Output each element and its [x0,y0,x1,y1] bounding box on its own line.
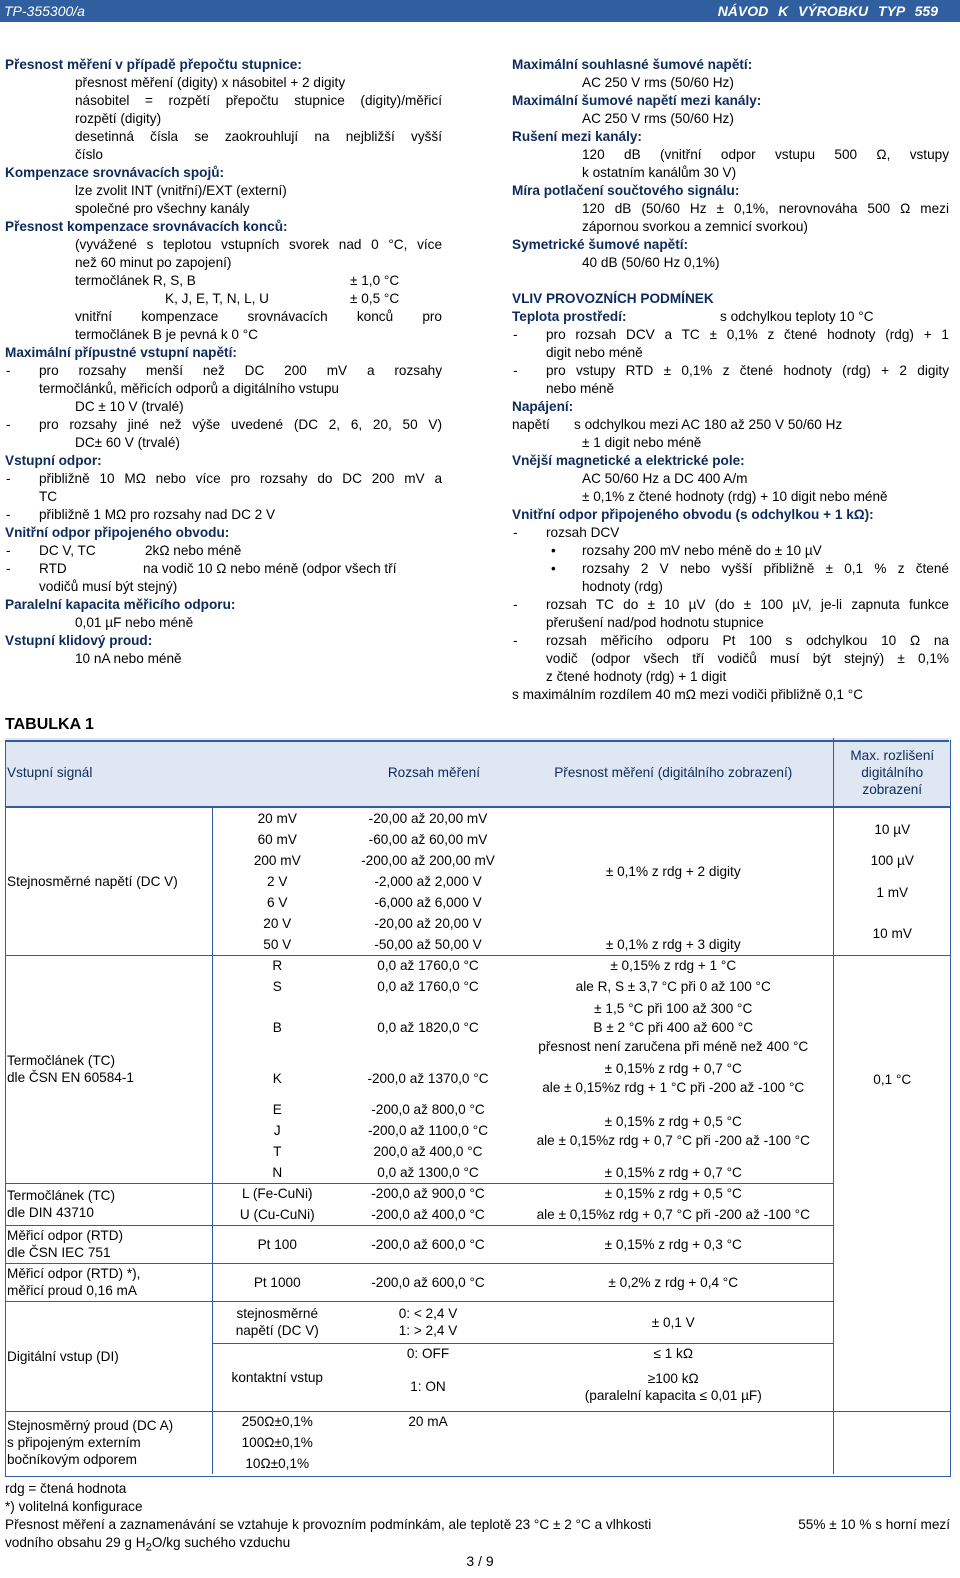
header-input-signal: Vstupní signál [5,738,212,807]
bullet-icon: • [551,543,556,558]
text-line: 2kΩ nebo méně [145,543,242,558]
table-row [5,955,951,976]
table-row [5,1263,951,1301]
group-label: bočníkovým odporem [7,1452,137,1468]
value-cell: 0,0 až 1820,0 °C [377,1019,479,1035]
accuracy-line: ± 1,5 °C při 100 až 300 °C [594,1000,753,1016]
text-line: vodičů musí být stejný) [39,579,178,594]
group-label: dle ČSN EN 60584-1 [7,1070,134,1085]
value-cell: 0,0 až 1760,0 °C [377,979,479,994]
accuracy-line: B ± 2 °C při 400 až 600 °C [593,1019,754,1035]
value-cell: -200,0 až 900,0 °C [342,1183,514,1204]
resolution-cell: 10 µV [833,807,951,850]
text-line: rozsah DCV [546,525,620,540]
range-cell: Pt 100 [212,1225,342,1263]
table-row [5,1183,951,1204]
text-line: O/kg suchého vzduchu [151,1535,291,1550]
range-cell: T [212,1141,342,1162]
value-cell: -200,0 až 1100,0 °C [367,1123,489,1138]
cjc-tc-row [5,272,442,290]
value-cell: 0,0 až 1300,0 °C [377,1164,479,1180]
value-cell: -200,0 až 800,0 °C [371,1102,485,1117]
group-label: Měřicí odpor (RTD) *), [7,1266,141,1281]
value-cell: 200,0 až 400,0 °C [373,1144,483,1159]
accuracy-cell: ± 0,2% z rdg + 0,4 °C [514,1263,833,1301]
range-cell: J [212,1120,342,1141]
text-line: k ostatním kanálům 30 V) [582,165,737,180]
accuracy-cell: ± 0,15% z rdg + 0,3 °C [514,1225,833,1263]
spec-table [5,738,951,1474]
text-line: TC [39,489,58,504]
right-column [512,56,949,704]
text-line: termočlánků, měřicích odporů a digitálního vstupu [39,381,339,396]
range-cell: 100Ω±0,1% [212,1432,342,1453]
power-supply-title: Napájení: [512,399,574,414]
group-label: s připojeným externím [7,1435,141,1451]
bullet-item [512,542,949,560]
value-cell: -50,00 až 50,00 V [374,936,482,952]
header-resolution: Max. rozlišení digitálního zobrazení [833,738,951,807]
group-dcv: Stejnosměrné napětí (DC V) [7,873,178,889]
table-row [5,1411,951,1432]
text-line: 120 dB (50/60 Hz ± 0,1%, nerovnováha 500 Ω mezi [582,201,949,216]
value-cell: -200,00 až 200,00 mV [361,853,495,868]
text-line: 10 nA nebo méně [75,651,182,666]
range-line: napětí (DC V) [235,1323,319,1338]
range-line: stejnosměrné [236,1306,319,1321]
text-line: pro vstupy RTD ± 0,1% z čtené hodnoty (rdg) + 2 digity [546,363,949,378]
range-cell: 6 V [212,892,342,913]
value-cell: -200,0 až 600,0 °C [342,1263,514,1301]
text-line: (vyvážené s teplotou vstupních svorek nad 0 °C, více [75,237,442,252]
text-line: než 60 minut po zapojení) [75,255,232,270]
resolution-cell [833,1204,951,1225]
value-cell: 0,0 až 1760,0 °C [342,955,514,976]
range-cell: B [212,997,342,1057]
text-line: pro rozsahy jiné než výše uvedené (DC 2, 6, 20, 50 V) [39,417,442,432]
text-line: pro rozsahy menší než DC 200 mV a rozsahy [39,363,442,378]
tc-value: ± 1,0 °C [350,273,400,288]
text-line: s odchylkou teploty 10 °C [720,309,874,324]
list-item: - DC V, TC 2kΩ nebo méně [6,543,242,558]
footnote-rdg: rdg = čtená hodnota [5,1481,127,1496]
range-cell: kontaktní vstup [212,1343,342,1411]
text-line: RTD [39,561,67,576]
text-line: 120 dB (vnitřní odpor vstupu 500 Ω, vstupy [582,147,949,162]
page-header [0,0,960,22]
list-item: - pro rozsahy menší než DC 200 mV a rozsahy termočlánků, měřicích odporů a digitálního vstupu DC ± 10 V (trvalé) [6,363,442,414]
text-line: 40 dB (50/60 Hz 0,1%) [582,255,720,270]
accuracy-cell: ± 0,1% z rdg + 2 digity [605,863,741,879]
accuracy-cell: ale ± 0,15%z rdg + 0,7 °C při -200 až -100 °C [536,1206,810,1222]
text-line: desetinná čísla se zaokrouhlují na nejbližší vyšší [75,129,442,144]
text-line: napětí [512,417,550,432]
list-item: - přibližně 1 MΩ pro rozsahy nad DC 2 V [5,506,442,524]
cjc-title: Kompenzace srovnávacích spojů: [5,165,225,180]
text-line: společné pro všechny kanály [75,201,250,216]
range-cell: N [212,1162,342,1183]
group-label: dle DIN 43710 [7,1205,94,1220]
resolution-cell: 1 mV [833,871,951,913]
accuracy-cell: ± 0,15% z rdg + 1 °C [514,955,833,976]
subscript: 2 [145,1541,152,1554]
range-cell: 200 mV [212,850,342,871]
range-cell [212,1301,342,1343]
bias-current-title: Vstupní klidový proud: [5,633,153,648]
text-line: DC V, TC [39,543,96,558]
text-line: násobitel = rozpětí přepočtu stupnice (digity)/měřicí [75,93,442,108]
group-dca [5,1411,212,1474]
text-line: rozsah TC do ± 10 µV (do ± 100 µV, je-li zapnuta funkce [546,597,949,612]
accuracy-line: ± 0,15% z rdg + 0,5 °C [604,1113,742,1129]
common-mode-title: Maximální souhlasné šumové napětí: [512,57,753,72]
text-line: termočlánek B je pevná k 0 °C [75,327,258,342]
text-line: vnitřní kompenzace srovnávacích konců pro [75,309,442,324]
value-cell: 20 mA [342,1411,514,1432]
list-item: - pro vstupy RTD ± 0,1% z čtené hodnoty (rdg) + 2 digity nebo méně [513,363,949,396]
text-line: vodič (odpor všech tří vodičů musí být stejný) ± 0,1% [546,651,949,666]
source-resistance-effect-title: Vnitřní odpor připojeného obvodu (s odchylkou + 1 kΩ): [512,507,874,522]
text-line: nebo méně [546,381,615,396]
range-cell: E [212,1099,342,1120]
text-line: s maximálním rozdílem 40 mΩ mezi vodiči přibližně 0,1 °C [512,687,864,702]
text-line: rozsahy 2 V nebo vyšší přibližně ± 0,1 % z čtené [582,561,949,576]
range-cell: K [212,1057,342,1099]
range-cell: 2 V [212,871,342,892]
accuracy-cell [514,1363,833,1411]
text-line: lze zvolit INT (vnitřní)/EXT (externí) [75,183,287,198]
tc-value: ± 0,5 °C [350,291,400,306]
value-cell [342,1453,514,1474]
value-cell: -200,0 až 1370,0 °C [367,1070,489,1086]
cjc-tc-row [5,290,442,308]
text-line: 0,01 µF nebo méně [75,615,194,630]
text-line: ± 1 digit nebo méně [582,435,702,450]
list-item: - rozsah měřicího odporu Pt 100 s odchylkou 10 Ω na vodič (odpor všech tří vodičů musí být stejný) ± 0,1% z čtené hodnoty (rdg) + 1 digit [513,633,949,684]
list-item: - RTD na vodič 10 Ω nebo méně (odpor všech tří vodičů musí být stejný) [5,560,442,596]
accuracy-line: ≥100 kΩ [647,1370,699,1386]
resolution-cell: 100 µV [833,850,951,871]
text-line: vodního obsahu 29 g H [5,1535,146,1550]
nmrr-title: Symetrické šumové napětí: [512,237,689,252]
text-line: 55% ± 10 % s horní mezí [798,1517,950,1532]
accuracy-line: ale ± 0,15%z rdg + 0,7 °C při -200 až -100 °C [536,1132,810,1148]
crosstalk-title: Rušení mezi kanály: [512,129,642,144]
accuracy-cell [514,1099,833,1162]
inter-channel-title: Maximální šumové napětí mezi kanály: [512,93,762,108]
resolution-cell [833,1225,951,1263]
accuracy-cell: ≤ 1 kΩ [514,1343,833,1363]
range-cell: U (Cu-CuNi) [212,1204,342,1225]
accuracy-cell: ± 0,1 V [514,1301,833,1343]
list-item: - pro rozsahy jiné než výše uvedené (DC 2, 6, 20, 50 V) DC± 60 V (trvalé) [6,417,442,450]
value-line: 0: < 2,4 V [398,1306,458,1321]
text-line: s odchylkou mezi AC 180 až 250 V 50/60 Hz [574,417,843,432]
list-item: - rozsah TC do ± 10 µV (do ± 100 µV, je-li zapnuta funkce přerušení nad/pod hodnotu stupnice [513,597,949,630]
text-line: rozsahy 200 mV nebo méně do ± 10 µV [582,543,822,558]
text-line: na vodič 10 Ω nebo méně (odpor všech tří [143,561,397,576]
accuracy-cell [514,1411,833,1474]
accuracy-cell [514,997,833,1057]
list-item: - přibližně 10 MΩ nebo více pro rozsahy do DC 200 mV a TC [6,471,442,504]
range-cell: Pt 1000 [212,1263,342,1301]
value-cell: -20,00 až 20,00 mV [368,811,488,826]
footnote-conditions [5,1516,950,1534]
bullet-icon: • [551,561,556,576]
value-cell: -200,0 až 600,0 °C [342,1225,514,1263]
range-cell: S [212,976,342,997]
value-cell: 1: ON [410,1379,446,1395]
header-range: Rozsah měření [212,738,514,807]
cjc-accuracy-title: Přesnost kompenzace srovnávacích konců: [5,219,288,234]
resolution-cell [833,1301,951,1411]
range-cell: 20 mV [212,807,342,829]
footnotes [5,1480,950,1557]
document-title: NÁVOD K VÝROBKU TYP 559 [717,3,938,19]
capacitance-title: Paralelní kapacita měřicího odporu: [5,597,236,612]
text-line: Přesnost měření a zaznamenávání se vztahuje k provozním podmínkám, ale teplotě 23 °C ± 2 °C a vlhkosti [5,1517,652,1532]
text-line: z čtené hodnoty (rdg) + 1 digit [546,669,727,684]
group-rtd-iec [5,1225,212,1263]
value-cell [342,1301,514,1343]
table-row [5,807,951,829]
list-item: - pro rozsah DCV a TC ± 0,1% z čtené hodnoty (rdg) + 1 digit nebo méně [513,327,949,360]
text-line: zápornou svorkou a zemnicí svorkou) [582,219,808,234]
value-cell: -6,000 až 6,000 V [374,895,482,910]
footnote-optional: *) volitelná konfigurace [5,1499,143,1514]
text-line: přerušení nad/pod hodnotu stupnice [546,615,764,630]
text-line: číslo [75,147,103,162]
range-cell: 50 V [212,934,342,955]
text-line: přibližně 1 MΩ pro rozsahy nad DC 2 V [39,507,276,522]
text-line: přibližně 10 MΩ nebo více pro rozsahy do DC 200 mV a [39,471,442,486]
group-di: Digitální vstup (DI) [5,1301,212,1411]
text-line: přesnost měření (digity) x násobitel + 2 digity [75,75,346,90]
input-resistance-title: Vstupní odpor: [5,453,102,468]
accuracy-line: (paralelní kapacita ≤ 0,01 µF) [584,1387,762,1403]
ambient-temperature-row [512,308,949,326]
text-line: digit nebo méně [546,345,643,360]
resolution-cell: 10 mV [833,913,951,955]
table-caption: TABULKA 1 [5,716,94,733]
value-cell: -20,00 až 20,00 V [374,916,482,931]
table-top-rule [5,740,949,742]
tc-types-rsb: termočlánek R, S, B [75,273,196,288]
range-cell: 250Ω±0,1% [212,1411,342,1432]
table-header-row [5,738,951,807]
group-label: Termočlánek (TC) [7,1053,116,1068]
accuracy-cell: ale R, S ± 3,7 °C při 0 až 100 °C [575,979,771,994]
tc-types-other: K, J, E, T, N, L, U [165,291,269,306]
text-line: hodnoty (rdg) [582,579,663,594]
group-label: dle ČSN IEC 751 [7,1245,111,1260]
group-label: Termočlánek (TC) [7,1188,116,1203]
operating-conditions-title: VLIV PROVOZNÍCH PODMÍNEK [512,291,714,306]
text-line: rozpětí (digity) [75,111,162,126]
value-cell: -60,00 až 60,00 mV [368,832,488,847]
external-field-title: Vnější magnetické a elektrické pole: [512,453,745,468]
source-resistance-title: Vnitřní odpor připojeného obvodu: [5,525,230,540]
text-line: DC ± 10 V (trvalé) [75,399,184,414]
bullet-item [512,560,949,596]
table-row [5,1225,951,1263]
max-input-title: Maximální přípustné vstupní napětí: [5,345,237,360]
header-accuracy: Přesnost měření (digitálního zobrazení) [514,738,833,807]
list-item: - rozsah DCV [512,524,949,542]
table-row [5,1301,951,1343]
range-cell: 20 V [212,913,342,934]
group-rtd-opt [5,1263,212,1301]
value-cell: -200,0 až 400,0 °C [371,1206,485,1222]
group-label: Stejnosměrný proud (DC A) [7,1418,174,1434]
resolution-cell: 0,1 °C [833,955,951,1204]
text-line: rozsah měřicího odporu Pt 100 s odchylkou 10 Ω na [546,633,949,648]
text-line: pro rozsah DCV a TC ± 0,1% z čtené hodnoty (rdg) + 1 [546,327,949,342]
range-cell: 10Ω±0,1% [212,1453,342,1474]
resolution-cell [833,1411,951,1474]
text-line: AC 250 V rms (50/60 Hz) [582,75,734,90]
group-label: měřicí proud 0,16 mA [7,1283,137,1298]
text-line: ± 0,1% z čtené hodnoty (rdg) + 10 digit nebo méně [582,489,888,504]
range-cell: L (Fe-CuNi) [212,1183,342,1204]
ambient-temperature-label: Teplota prostředí: [512,309,627,324]
cmrr-title: Míra potlačení součtového signálu: [512,183,740,198]
text-line: AC 50/60 Hz a DC 400 A/m [582,471,748,486]
accuracy-line: ± 0,15% z rdg + 0,7 °C [604,1061,742,1076]
power-supply-row [512,416,949,434]
group-label: Měřicí odpor (RTD) [7,1228,124,1243]
page-number: 3 / 9 [466,1553,494,1569]
text-line: DC± 60 V (trvalé) [75,435,180,450]
group-tc-en [5,955,212,1183]
value-cell: 0: OFF [342,1343,514,1363]
accuracy-cell: ± 0,1% z rdg + 3 digity [605,936,741,952]
accuracy-cell: ± 0,15% z rdg + 0,7 °C [604,1164,742,1180]
value-cell: -2,000 až 2,000 V [374,874,482,889]
value-line: 1: > 2,4 V [398,1323,458,1338]
accuracy-cell [514,1057,833,1099]
value-cell [342,1432,514,1453]
range-cell: 60 mV [212,829,342,850]
group-tc-din [5,1183,212,1225]
scale-accuracy-title: Přesnost měření v případě přepočtu stupnice: [5,57,302,72]
accuracy-line: ale ± 0,15%z rdg + 1 °C při -200 až -100 °C [542,1080,805,1095]
resolution-cell [833,1263,951,1301]
accuracy-line: přesnost není zaručena při méně než 400 °C [538,1038,809,1054]
left-column [5,56,442,668]
document-code: TP-355300/a [4,3,85,19]
text-line: AC 250 V rms (50/60 Hz) [582,111,734,126]
range-cell: R [212,955,342,976]
accuracy-cell: ± 0,15% z rdg + 0,5 °C [514,1183,833,1204]
